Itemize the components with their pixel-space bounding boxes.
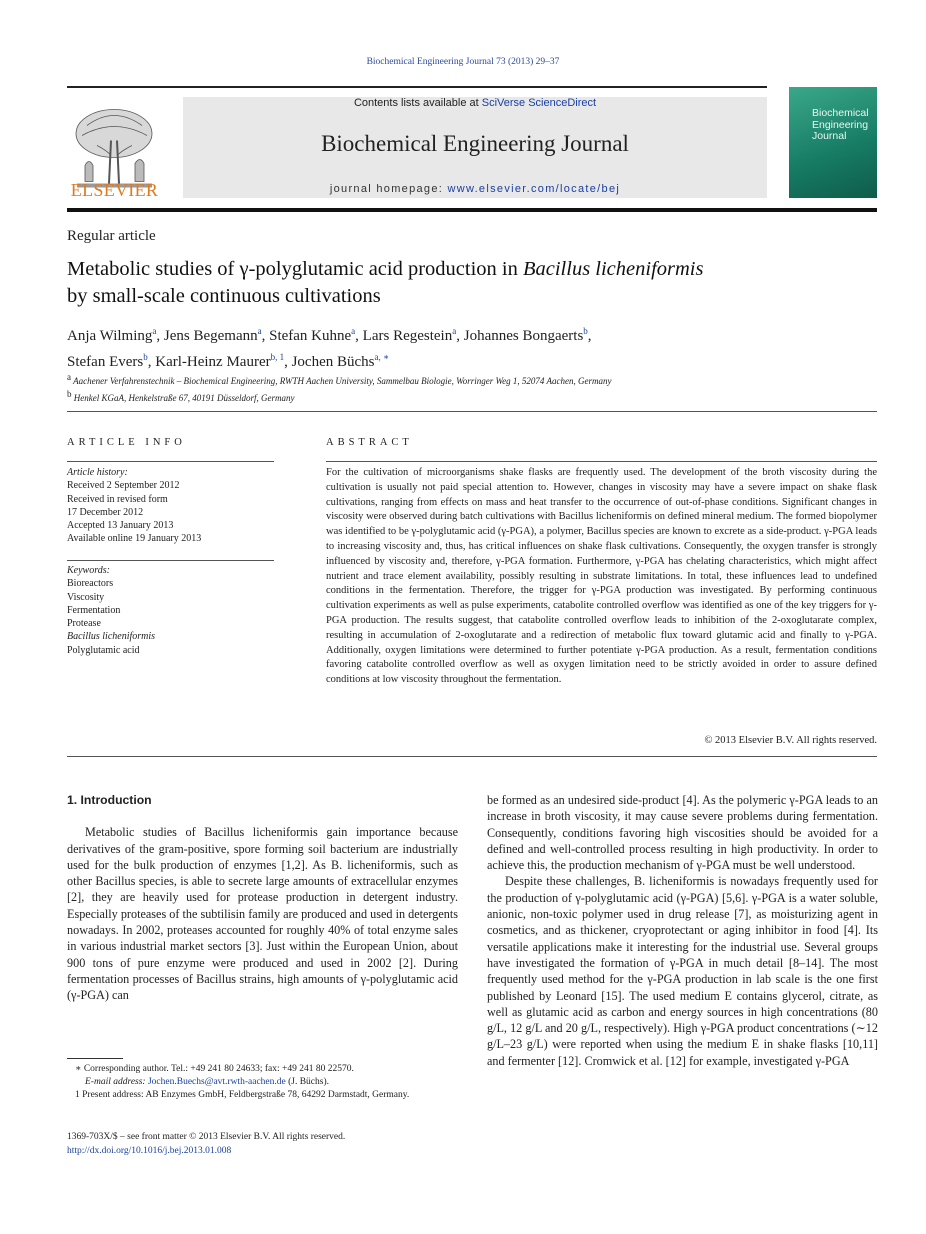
article-info-heading: ARTICLE INFO <box>67 437 186 448</box>
abstract-heading: ABSTRACT <box>326 437 413 448</box>
section-heading-introduction: 1. Introduction <box>67 793 152 807</box>
contents-line <box>183 97 767 109</box>
footnotes <box>67 1063 458 1103</box>
affiliation-text: Henkel KGaA, Henkelstraße 67, 40191 Düsseldorf, Germany <box>73 393 295 403</box>
author-affil-mark[interactable]: a <box>257 326 262 336</box>
corresponding-author-note: ∗ Corresponding author. Tel.: +49 241 80 24633; fax: +49 241 80 22570. <box>75 1064 354 1074</box>
keyword: Polyglutamic acid <box>67 644 140 656</box>
doi-link[interactable]: http://dx.doi.org/10.1016/j.bej.2013.01.008 <box>67 1145 232 1156</box>
body-paragraph: Metabolic studies of Bacillus licheniformis gain importance because derivatives of the gram-positive, spore forming soil bacterium are industrially used for the bulk production of enzymes [1,2]. As B. licheniformis, such as other Bacillus species, is able to secrete large amounts of extracellular enzymes [2], they are heavily used for protease production in detergent industry. Especially proteases of the subtilisin family are produced and used in detergents nowadays. In 2002, proteases accounted for roughly 40% of total enzyme sales in various industrial market sectors [3]. Just within the European Union, about 900 tons of pure enzyme were produced and used in 2002 [2]. During fermentation processes of Bacillus strains, high amounts of γ-polyglutamic acid (γ-PGA) can <box>67 825 458 1003</box>
affiliations <box>67 371 867 405</box>
history-item: Available online 19 January 2013 <box>67 533 202 545</box>
author[interactable]: Johannes Bongaerts <box>463 328 584 344</box>
history-item: 17 December 2012 <box>67 506 144 518</box>
cover-title-line: Biochemical <box>812 107 869 119</box>
title-italic: Bacillus licheniformis <box>522 258 704 280</box>
body-column-left <box>67 792 458 1004</box>
journal-cover-thumbnail[interactable] <box>789 87 877 198</box>
keywords-label: Keywords: <box>67 565 110 576</box>
history-item: Received in revised form <box>67 493 168 505</box>
issn-line: 1369-703X/$ – see front matter © 2013 Elsevier B.V. All rights reserved. <box>67 1132 346 1142</box>
author-affil-mark[interactable]: b <box>143 352 148 362</box>
author[interactable]: Lars Regestein <box>362 328 453 344</box>
journal-title: Biochemical Engineering Journal <box>321 131 629 156</box>
keyword: Protease <box>67 618 101 630</box>
divider <box>67 461 274 462</box>
running-head[interactable]: Biochemical Engineering Journal 73 (2013) 29–37 <box>366 57 560 67</box>
divider <box>67 411 877 412</box>
affiliation-b: $^b$ Henkel KGaA, Henkelstraße 67, 40191 Düsseldorf, Germany <box>67 389 295 403</box>
masthead-rule <box>67 208 877 212</box>
author[interactable]: Stefan Kuhne <box>269 328 352 344</box>
author[interactable]: Karl-Heinz Maurer <box>155 354 271 370</box>
author-affil-mark[interactable]: a <box>351 326 356 336</box>
author-affil-mark[interactable]: a <box>152 326 157 336</box>
article-history <box>67 466 274 546</box>
history-item: Accepted 13 January 2013 <box>67 520 174 532</box>
author[interactable]: Anja Wilming <box>67 328 153 344</box>
author[interactable]: Stefan Evers <box>67 354 144 370</box>
footnote-rule <box>67 1058 123 1059</box>
affiliation-a: $^a$ Aachener Verfahrenstechnik – Biochemical Engineering, RWTH Aachen University, Sammelbau Biologie, Worringer Weg 1, 52074 Aachen, Germany <box>67 372 612 386</box>
divider <box>67 560 274 561</box>
author-affil-mark[interactable]: b, 1 <box>270 352 285 362</box>
homepage-line <box>183 183 767 195</box>
email-link[interactable]: Jochen.Buechs@avt.rwth-aachen.de <box>147 1077 286 1088</box>
divider <box>326 461 877 462</box>
author[interactable]: Jochen Büchs <box>291 354 375 370</box>
issn-block <box>67 1131 467 1158</box>
homepage-link[interactable]: www.elsevier.com/locate/bej <box>447 183 621 195</box>
keyword: Bacillus licheniformis <box>67 631 156 643</box>
abstract-copyright: © 2013 Elsevier B.V. All rights reserved. <box>704 735 877 746</box>
present-address-note: 1 Present address: AB Enzymes GmbH, Feldbergstraße 78, 64292 Darmstadt, Germany. <box>75 1090 410 1101</box>
author-affil-mark[interactable]: a <box>452 326 457 336</box>
body-paragraph: Despite these challenges, B. licheniformis is nowadays frequently used for the production of γ-polyglutamic acid (γ-PGA) [5,6]. γ-PGA is a water soluble, anionic, non-toxic polymer used in drug release [7], as moisturizing agent in cosmetics, and as thickener, cryoprotectant or aging inhibitor in food [4]. Its versatile applications make it interesting for the industrial use. Several groups have investigated the formation of γ-PGA in much detail [8–14]. The most frequently used method for the γ-PGA production in lab scale is the one first published by Leonard [15]. The used medium E contains glycerol, citrate, as well as glutamic acid as carbon and energy sources in high concentrations (80 g/L, 12 g/L and 20 g/L, respectively). High γ-PGA product concentrations (∼12 g/L–23 g/L) were reported when using the medium E in shake flasks [10,11] and fermenter [12]. Cromwick et al. [12] for example, investigated γ-PGA <box>487 874 878 1068</box>
elsevier-wordmark: ELSEVIER <box>70 180 159 200</box>
email-label: E-mail address: <box>85 1077 148 1088</box>
body-paragraph: be formed as an undesired side-product [4]. As the polymeric γ-PGA leads to an increase in broth viscosity, it may cause severe problems during fermentation. Consequently, conditions favoring high viscosities should be avoided for a defined and well-controlled process resulting in high productivity. In order to achieve this, the production mechanism of γ-PGA must be well understood. <box>487 793 878 873</box>
history-item: Received 2 September 2012 <box>67 480 180 492</box>
sciencedirect-link[interactable]: SciVerse ScienceDirect <box>481 97 597 109</box>
top-rule <box>67 86 767 88</box>
keywords <box>67 564 274 657</box>
author[interactable]: Jens Begemann <box>163 328 258 344</box>
email-suffix: (J. Büchs). <box>285 1077 330 1088</box>
author-list: Anja Wilming$^a$, Jens Begemann$^a$, Stefan Kuhne$^a$, Lars Regestein$^a$, Johannes Bongaerts$^b$, Stefan Evers$^b$, Karl-Heinz Maurer$^{b, 1}$, Jochen Büchs$^{a, ∗}$ <box>67 326 592 370</box>
email-note <box>67 1076 458 1089</box>
cover-title <box>812 108 869 143</box>
body-column-right <box>487 792 878 1069</box>
keyword: Bioreactors <box>67 578 114 590</box>
cover-title-line: Engineering <box>812 118 869 131</box>
homepage-prefix: journal homepage: <box>329 183 448 195</box>
title-part: by small-scale continuous cultivations <box>67 285 381 307</box>
abstract-text: For the cultivation of microorganisms shake flasks are frequently used. The development of the broth viscosity during the cultivation is usually not paid special attention to. However, changes in viscosity may have a severe impact on shake flask cultivations, ranging from effects on mass and heat transfer to the occurrence of out-of-phase conditions. Significant changes in viscosity were observed during batch cultivations with Bacillus licheniformis on defined mineral medium. The formed biopolymer was identified to be γ-polyglutamic acid (γ-PGA), a polymer, Bacillus species are known to excrete as a side-product. γ-PGA leads to increasing viscosity and, thus, has critical influences on shake flask cultivations. Consequently, the oxygen transfer is strongly influenced by viscosity and, therefore, γ-PGA formation. Furthermore, γ-PGA has chelating characteristics, which might affect nutrient and trace element availability, possibly resulting in substrate limitations. In total, these influences lead to undefined conditions in the fermentation. Therefore, the trigger for γ-PGA production was investigated. By performing continuous cultivation experiments as well as pulse experiments, catabolite controlled overflow was identified as one of the key triggers for γ-PGA production. The results suggest, that catabolite controlled overflow leads to inhibition of the 2-oxoglutarate complex, resulting in accumulation of 2-oxoglutarate and a redirection of metabolic flux toward glutamic acid and finally to γ-PGA. Additionally, oxygen limitations were determined to further potentiate γ-PGA production. As a result, fermentation conditions favoring catabolite controlled overflow as well as oxygen limitation need to be strictly avoided in order to assure defined conditions at low viscosity throughout the fermentation. <box>326 467 877 686</box>
article-title <box>67 256 867 310</box>
author-affil-mark[interactable]: a, ∗ <box>374 352 390 362</box>
article-type: Regular article <box>67 228 156 244</box>
divider <box>67 756 877 757</box>
affiliation-text: Aachener Verfahrenstechnik – Biochemical Engineering, RWTH Aachen University, Sammelbau Biologie, Worringer Weg 1, 52074 Aachen, Germany <box>73 376 612 386</box>
cover-title-line: Journal <box>812 130 847 142</box>
history-label: Article history: <box>67 467 128 478</box>
keyword: Fermentation <box>67 604 121 616</box>
author-affil-mark[interactable]: b <box>583 326 588 336</box>
contents-prefix: Contents lists available at <box>353 97 482 109</box>
title-part: Metabolic studies of γ-polyglutamic acid production in <box>67 258 523 280</box>
keyword: Viscosity <box>67 591 105 603</box>
